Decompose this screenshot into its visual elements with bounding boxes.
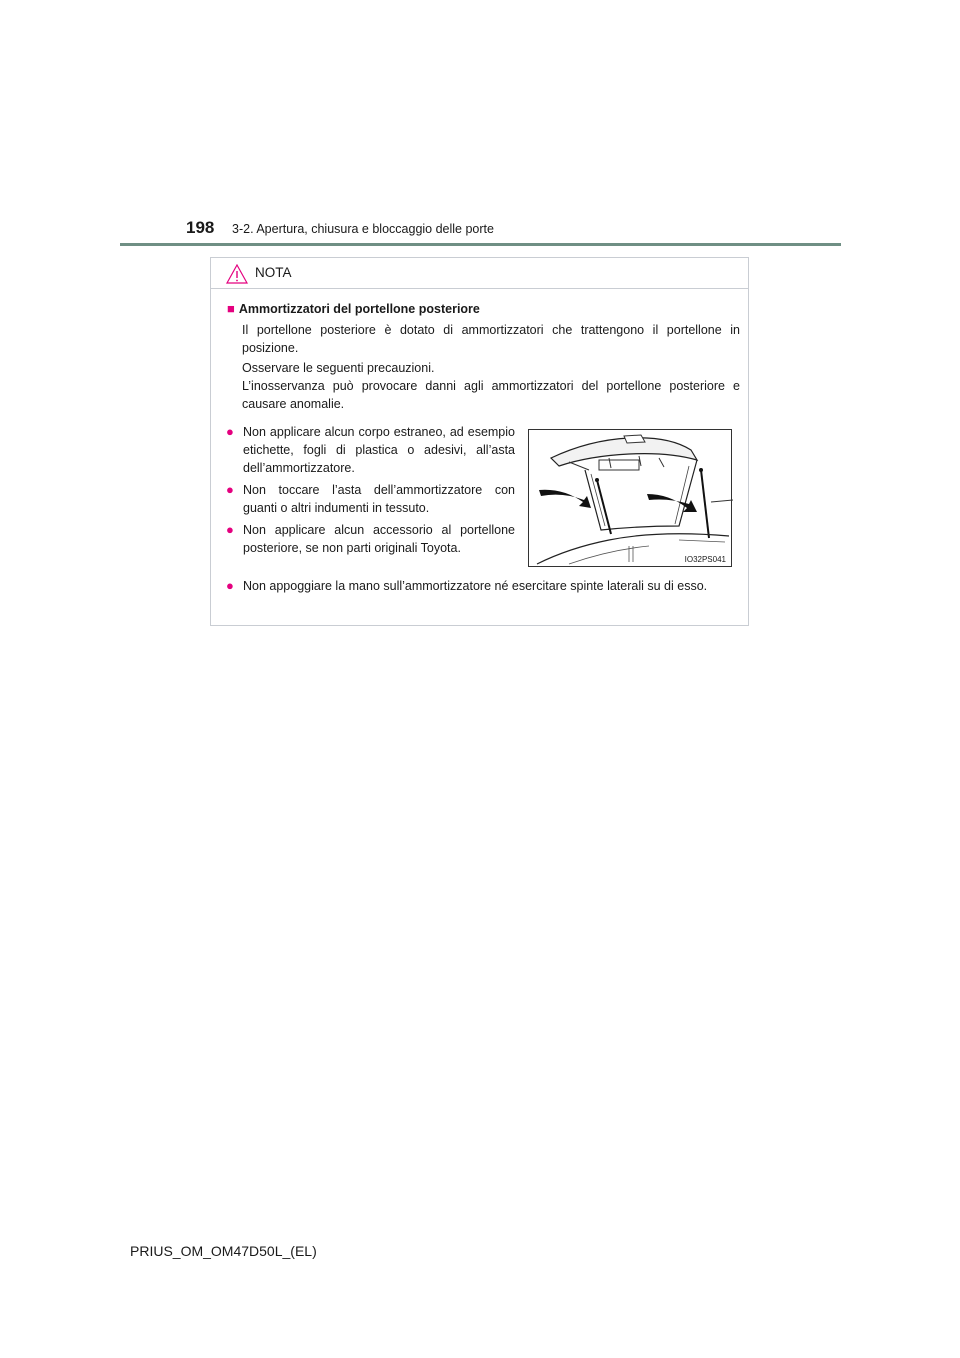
list-item: ● Non toccare l’asta dell’ammortizzatore con guanti o altri indumenti in tessuto.	[226, 482, 515, 515]
bullet-dot-icon: ●	[226, 482, 234, 497]
list-item: ● Non applicare alcun accessorio al portellone posteriore, se non parti originali Toyota.	[226, 522, 515, 555]
list-item: ● Non appoggiare la mano sull’ammortizzatore né esercitare spinte laterali su di esso.	[226, 578, 708, 593]
bullet-dot-icon: ●	[226, 424, 234, 439]
paragraph-consequences: L’inosservanza può provocare danni agli ammortizzatori del portellone posteriore e causare anomalie.	[242, 379, 740, 411]
section-heading	[227, 301, 480, 316]
list-item: ● Non applicare alcun corpo estraneo, ad esempio etichette, fogli di plastica o adesivi, all’asta dell’ammortizzatore.	[226, 424, 515, 475]
heading-text: Ammortizzatori del portellone posteriore	[238, 302, 480, 316]
note-label: NOTA	[255, 265, 292, 280]
tailgate-drawing	[529, 430, 733, 568]
section-title: 3-2. Apertura, chiusura e bloccaggio delle porte	[232, 222, 494, 236]
bullet-dot-icon: ●	[226, 578, 234, 593]
square-bullet-icon: ■	[227, 301, 235, 316]
page-number: 198	[186, 218, 215, 237]
note-header	[211, 258, 748, 289]
tailgate-illustration	[528, 429, 732, 567]
bullet-dot-icon: ●	[226, 522, 234, 537]
paragraph-intro: Il portellone posteriore è dotato di ammortizzatori che trattengono il portellone in posizione.	[242, 323, 740, 355]
paragraph-precautions: Osservare le seguenti precauzioni.	[242, 361, 435, 375]
warning-triangle-icon	[226, 264, 248, 284]
header-rule	[120, 243, 841, 246]
note-box	[210, 257, 749, 626]
figure-code: IO32PS041	[684, 555, 726, 564]
document-code: PRIUS_OM_OM47D50L_(EL)	[130, 1243, 317, 1259]
